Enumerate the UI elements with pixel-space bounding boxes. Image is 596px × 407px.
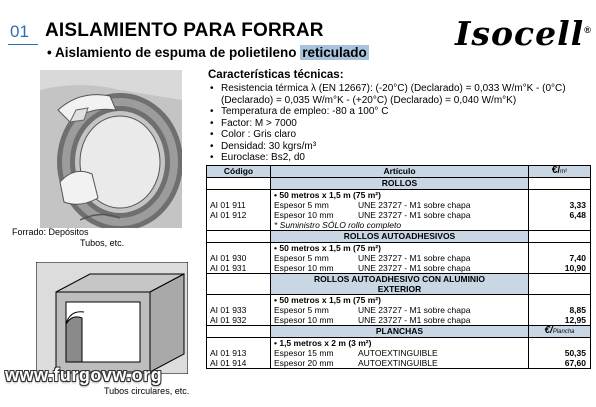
code-cell [207,338,271,369]
section-title-planchas: PLANCHAS [271,326,529,338]
subtitle-highlight: reticulado [302,45,367,60]
thickness: Espesor 10 mm [274,315,334,325]
norm: UNE 23727 - M1 sobre chapa [358,210,471,220]
specs-list [208,83,593,164]
section-blank-cell [207,274,271,295]
product-price: 7,40 [569,253,586,263]
supply-note: * Suministro SÓLO rollo completo [274,220,402,230]
article-cell [271,243,529,274]
spec-item-color: • Color : Gris claro [208,129,593,141]
product-price: 6,48 [569,210,586,220]
section-header-rollos-autoadhesivos [207,231,591,243]
norm: UNE 23727 - M1 sobre chapa [358,305,471,315]
spacer [210,338,267,348]
product-code: AI 01 911 [210,200,246,210]
article-cell [271,190,529,231]
norm: UNE 23727 - M1 sobre chapa [358,263,471,273]
photo1-caption-line2: Tubos, etc. [80,238,125,248]
table-row [207,243,591,274]
code-cell [207,243,271,274]
price-cell [529,190,591,231]
section-price-header [529,326,591,338]
product-spec [274,210,525,220]
spacer [532,338,586,348]
product-code: AI 01 930 [210,253,247,263]
table-row [207,190,591,231]
subtitle-text: • Aislamiento de espuma de polietileno [47,45,301,60]
spec-item-temperature: • Temperatura de empleo: -80 a 100° C [208,106,593,118]
norm: AUTOEXTINGUIBLE [358,358,438,368]
product-price: 10,90 [564,263,586,273]
product-size: • 50 metros x 1,5 m (75 m²) [274,243,381,253]
spacer [210,190,267,200]
header-price-symbol: €/ [551,165,561,176]
section-blank-cell [207,231,271,243]
code-cell [207,295,271,326]
thickness: Espesor 15 mm [274,348,334,358]
product-code: AI 01 933 [210,305,247,315]
spec-item-density: • Densidad: 30 kgrs/m³ [208,141,593,153]
spacer [532,190,586,200]
product-spec [274,315,525,325]
spacer [210,243,267,253]
section-price-symbol: €/ [544,325,553,336]
thickness: Espesor 10 mm [274,263,334,273]
article-cell [271,295,529,326]
photo1-caption [12,227,187,249]
product-spec [274,263,525,273]
product-code: AI 01 914 [210,358,247,368]
spacer [532,295,586,305]
norm: AUTOEXTINGUIBLE [358,348,438,358]
section-title-aluminio [271,274,529,295]
section-blank-cell [529,231,591,243]
price-cell [529,295,591,326]
product-spec [274,253,525,263]
section-blank-cell [529,274,591,295]
product-price: 67,60 [564,358,586,368]
table-row [207,295,591,326]
wrapping-photo [40,70,182,228]
page-subtitle [47,45,369,60]
spacer [532,243,586,253]
spec-item-thermal-resistance: • Resistencia térmica λ (EN 12667): (-20°C) (Declarado) = 0,033 W/m°K - (0°C) (Declarado) = 0,035 W/m°K - (+20°C) (Declarado) = 0,040 W/m°K) [208,83,593,106]
section-number: 01 [10,22,29,41]
product-price: 8,85 [569,305,586,315]
product-price: 12,95 [564,315,586,325]
header-price-unit: m² [560,169,568,175]
section-header-rollos-aluminio [207,274,591,295]
registered-mark: ® [584,25,592,35]
article-cell [271,338,529,369]
specs-title: Características técnicas: [208,69,344,81]
product-size: • 50 metros x 1,5 m (75 m²) [274,190,381,200]
norm: UNE 23727 - M1 sobre chapa [358,253,471,263]
brand-logo-text: Isocell [455,14,585,53]
section-blank-cell [207,326,271,338]
spec-item-factor: • Factor: M > 7000 [208,118,593,130]
section-title-line1: ROLLOS AUTOADHESIVO CON ALUMINIO [313,274,486,284]
product-price: 50,35 [564,348,586,358]
page-title: AISLAMIENTO PARA FORRAR [45,20,324,41]
product-code: AI 01 912 [210,210,247,220]
thickness: Espesor 5 mm [274,253,329,263]
product-spec [274,305,525,315]
spacer [210,220,267,230]
table-row [207,338,591,369]
price-cell [529,338,591,369]
section-header-rollos [207,178,591,190]
product-code: AI 01 932 [210,315,247,325]
section-blank-cell [207,178,271,190]
product-spec [274,200,525,210]
thickness: Espesor 5 mm [274,200,329,210]
section-blank-cell [529,178,591,190]
header-article: Artículo [271,166,529,178]
header-price [529,166,591,178]
product-code: AI 01 931 [210,263,247,273]
price-table [206,165,591,369]
section-header-planchas [207,326,591,338]
section-price-unit: Plancha [552,329,575,335]
product-price: 3,33 [569,200,586,210]
thickness: Espesor 10 mm [274,210,334,220]
code-cell [207,190,271,231]
thickness: Espesor 20 mm [274,358,334,368]
table-header-row [207,166,591,178]
price-cell [529,243,591,274]
duct-diagram [36,262,188,374]
norm: UNE 23727 - M1 sobre chapa [358,200,471,210]
norm: UNE 23727 - M1 sobre chapa [358,315,471,325]
product-size: • 50 metros x 1,5 m (75 m²) [274,295,381,305]
header-code: Código [207,166,271,178]
product-size: • 1,5 metros x 2 m (3 m²) [274,338,372,348]
thickness: Espesor 5 mm [274,305,329,315]
section-title-line2: EXTERIOR [377,284,422,294]
spacer [532,220,586,230]
section-number-underline [8,44,38,45]
watermark: www.furgovw.org [5,365,163,385]
section-title-autoadhesivos: ROLLOS AUTOADHESIVOS [271,231,529,243]
photo2-caption: Tubos circulares, etc. [104,386,190,396]
product-spec [274,358,525,368]
spec-item-euroclass: • Euroclase: Bs2, d0 [208,152,593,164]
spacer [210,295,267,305]
brand-logo [455,14,592,53]
product-spec [274,348,525,358]
section-title-rollos: ROLLOS [271,178,529,190]
photo1-caption-line1: Forrado: Depósitos [12,227,89,237]
product-code: AI 01 913 [210,348,247,358]
